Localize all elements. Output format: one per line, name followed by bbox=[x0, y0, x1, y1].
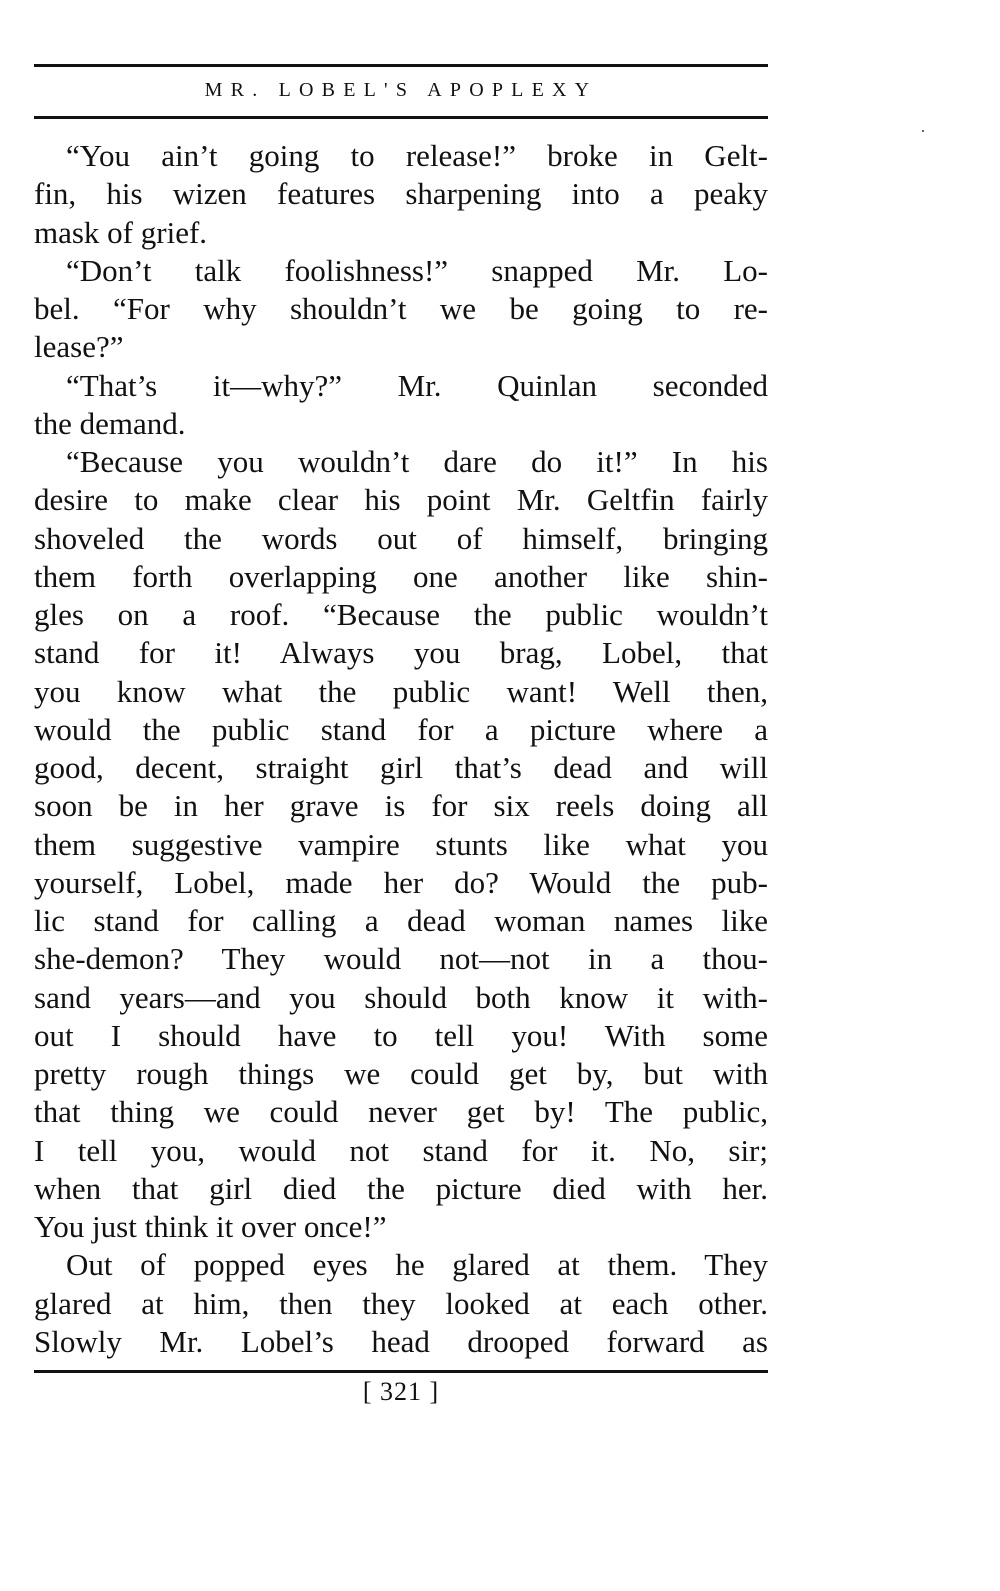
page-number: [ 321 ] bbox=[362, 1377, 440, 1406]
text-line: the demand. bbox=[34, 405, 186, 441]
stray-mark bbox=[922, 130, 924, 132]
text-line: that thing we could never get by! The public, bbox=[34, 1094, 768, 1130]
top-rule bbox=[34, 64, 768, 67]
text-line: them suggestive vampire stunts like what you bbox=[34, 826, 768, 862]
body-text bbox=[34, 137, 768, 1369]
text-line: them forth overlapping one another like shin- bbox=[34, 558, 768, 594]
text-line: I tell you, would not stand for it. No, sir; bbox=[34, 1132, 768, 1168]
header-rule bbox=[34, 116, 768, 119]
text-line: out I should have to tell you! With some bbox=[34, 1017, 768, 1053]
text-line: glared at him, then they looked at each other. bbox=[34, 1285, 768, 1321]
text-line: when that girl died the picture died with her. bbox=[34, 1170, 768, 1206]
text-line: you know what the public want! Well then, bbox=[34, 673, 768, 709]
text-line: good, decent, straight girl that’s dead and will bbox=[34, 750, 768, 785]
text-line: “You ain’t going to release!” broke in Gelt- bbox=[66, 138, 768, 173]
text-line: Slowly Mr. Lobel’s head drooped forward as bbox=[34, 1323, 768, 1359]
text-line: yourself, Lobel, made her do? Would the pub- bbox=[34, 864, 768, 900]
text-line: bel. “For why shouldn’t we be going to re- bbox=[34, 291, 768, 326]
text-line: mask of grief. bbox=[34, 214, 208, 250]
text-line: “Because you wouldn’t dare do it!” In his bbox=[66, 444, 768, 479]
text-line: Out of popped eyes he glared at them. They bbox=[66, 1247, 768, 1283]
text-line: pretty rough things we could get by, but with bbox=[34, 1056, 768, 1091]
text-line: she-demon? They would not—not in a thou- bbox=[34, 941, 768, 977]
text-line: “That’s it—why?” Mr. Quinlan seconded bbox=[66, 367, 768, 403]
text-line: lease?” bbox=[34, 329, 124, 365]
text-line: sand years—and you should both know it with- bbox=[34, 979, 768, 1015]
text-line: You just think it over once!” bbox=[34, 1209, 387, 1244]
text-line: “Don’t talk foolishness!” snapped Mr. Lo- bbox=[66, 252, 768, 288]
text-line: would the public stand for a picture where a bbox=[34, 711, 768, 747]
text-line: lic stand for calling a dead woman names like bbox=[34, 903, 768, 938]
text-line: stand for it! Always you brag, Lobel, that bbox=[34, 635, 768, 671]
text-line: desire to make clear his point Mr. Geltfin fairly bbox=[34, 482, 768, 518]
text-line: soon be in her grave is for six reels doing all bbox=[34, 788, 768, 824]
text-line: gles on a roof. “Because the public wouldn’t bbox=[34, 597, 768, 632]
text-line: shoveled the words out of himself, bringing bbox=[34, 520, 768, 556]
text-line: fin, his wizen features sharpening into a peaky bbox=[34, 176, 768, 212]
running-head: MR. LOBEL'S APOPLEXY bbox=[204, 79, 598, 101]
footer-rule bbox=[34, 1370, 768, 1373]
